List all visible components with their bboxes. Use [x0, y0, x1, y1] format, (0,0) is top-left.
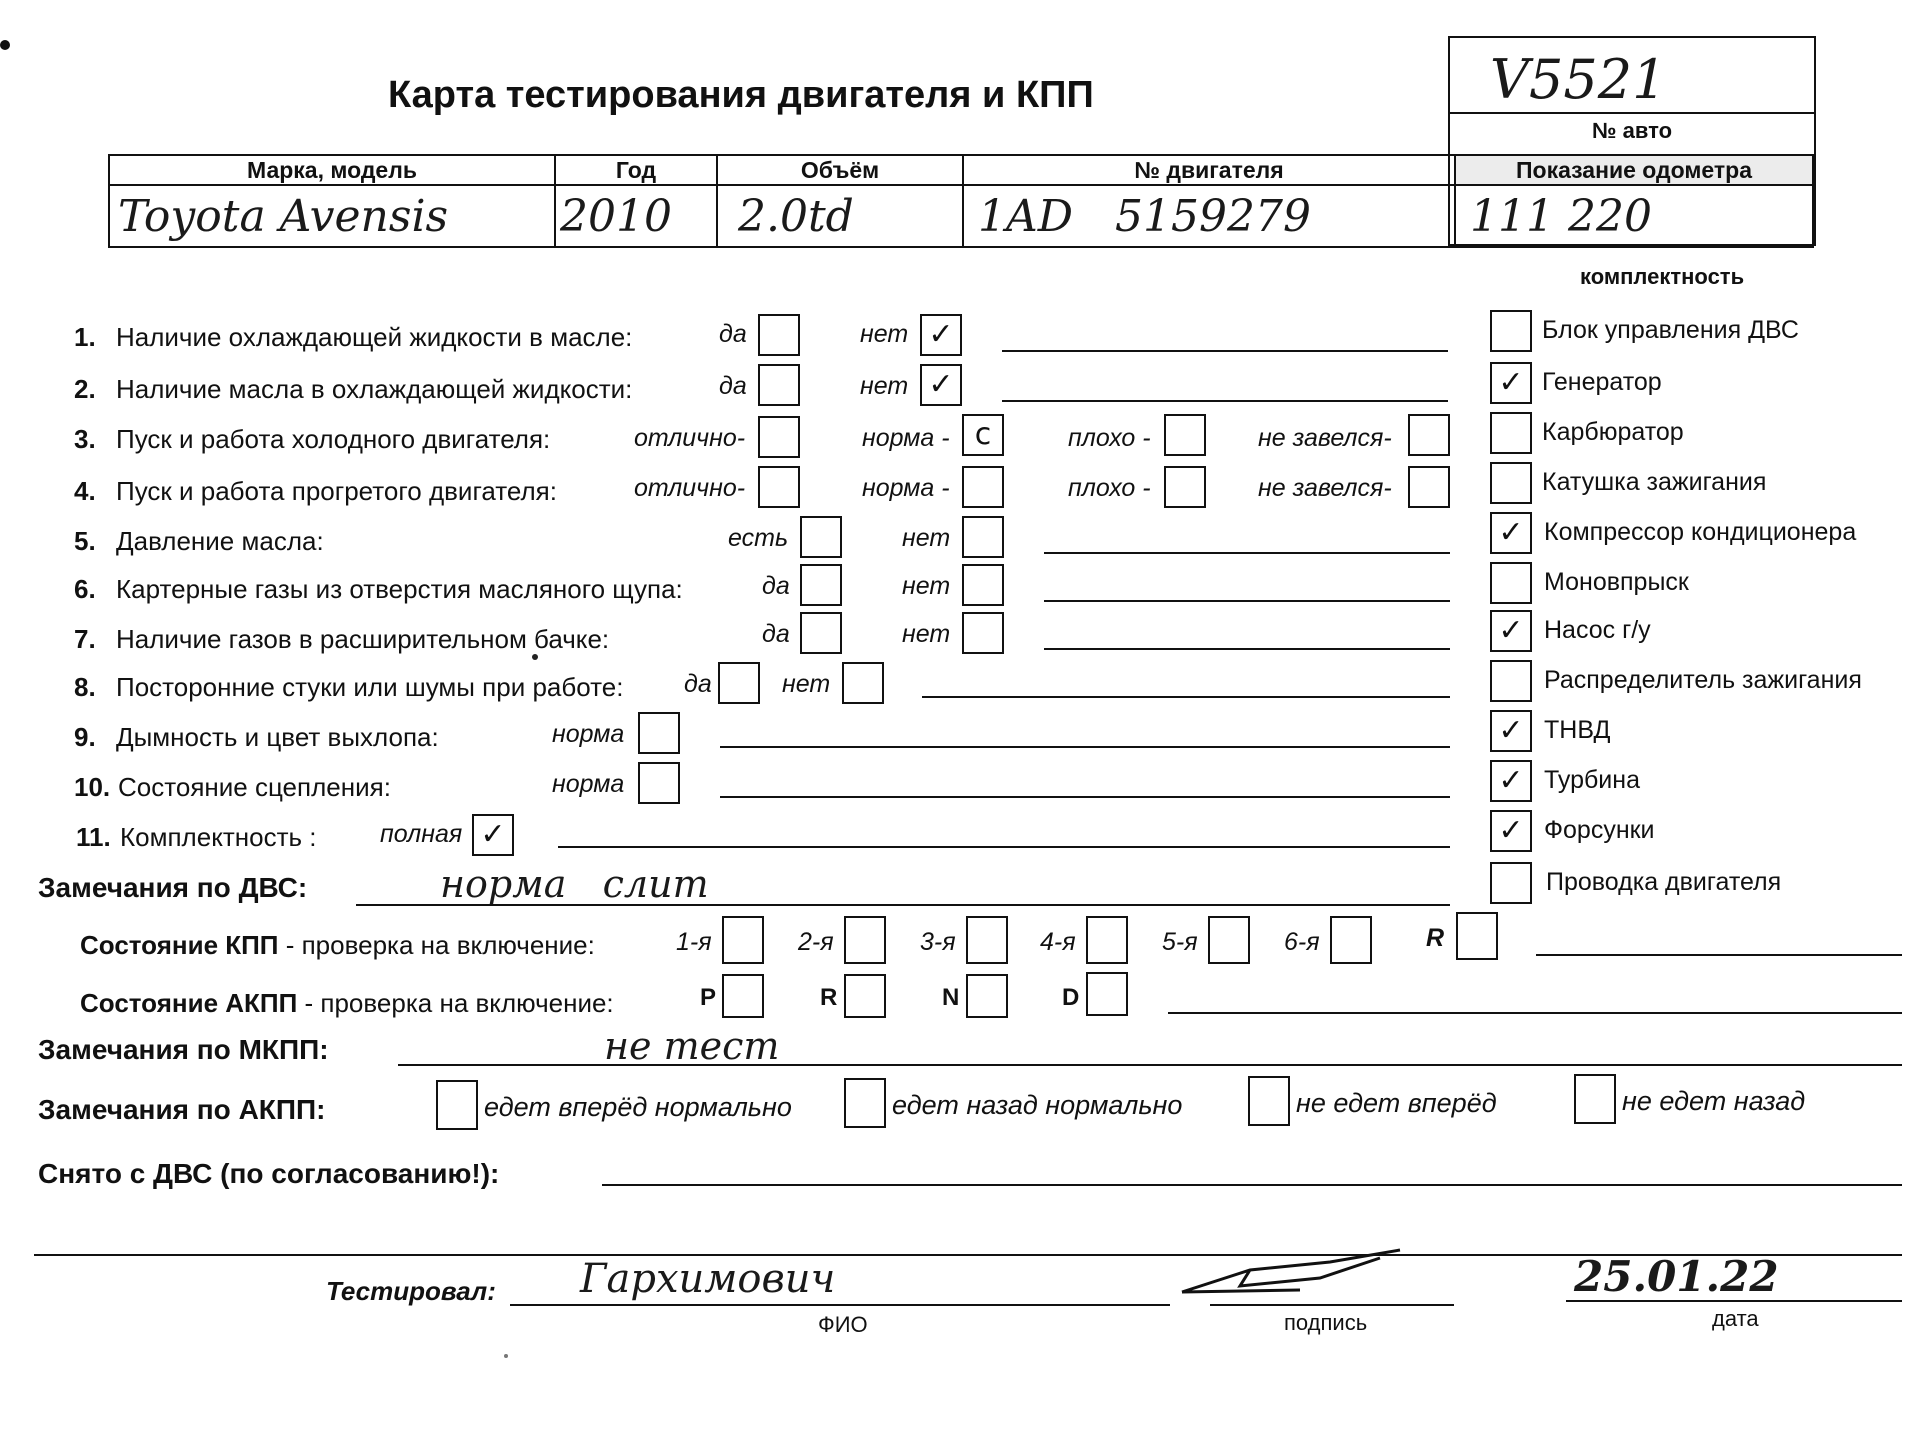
option-checkbox[interactable]: [1164, 466, 1206, 508]
akpp-option-checkbox[interactable]: [844, 1078, 886, 1128]
completeness-label: ТНВД: [1544, 716, 1611, 744]
completeness-label: Генератор: [1542, 368, 1662, 396]
header-col-label: Объём: [800, 156, 880, 183]
gear-checkbox[interactable]: [844, 974, 886, 1018]
gear-checkbox[interactable]: [1086, 972, 1128, 1016]
model-value: Toyota Avensis: [118, 190, 449, 242]
model-cell[interactable]: [109, 185, 555, 247]
completeness-label: Форсунки: [1544, 816, 1655, 844]
option-label: есть: [728, 524, 789, 552]
option-checkbox[interactable]: c: [962, 414, 1004, 456]
question-number: 1.: [74, 322, 96, 352]
tester-name: Гархимович: [580, 1256, 836, 1302]
scan-speck: [0, 40, 10, 50]
vehicle-header-table: [108, 154, 1814, 248]
kpp-label-rest: - проверка на включение:: [278, 930, 595, 960]
mkpp-remarks-value: не тест: [604, 1024, 780, 1068]
gear-label: 2-я: [798, 928, 834, 956]
option-checkbox[interactable]: [758, 364, 800, 406]
auto-number-divider: [1450, 112, 1814, 114]
option-label: нет: [782, 670, 831, 698]
date-label: дата: [1712, 1306, 1759, 1331]
option-label: да: [719, 320, 747, 348]
question-text: Посторонние стуки или шумы при работе:: [116, 672, 624, 702]
completeness-checkbox[interactable]: ✓: [1490, 512, 1532, 554]
completeness-checkbox[interactable]: ✓: [1490, 362, 1532, 404]
completeness-label: Компрессор кондиционера: [1544, 518, 1857, 546]
gear-label: 3-я: [920, 928, 956, 956]
akpp-option-checkbox[interactable]: [436, 1080, 478, 1130]
answer-line[interactable]: [1044, 552, 1450, 554]
akpp-label-bold: Состояние АКПП: [80, 988, 298, 1018]
option-checkbox[interactable]: [962, 466, 1004, 508]
volume-cell[interactable]: [717, 185, 963, 247]
option-checkbox[interactable]: [962, 564, 1004, 606]
header-col-engine-number: [963, 155, 1455, 185]
option-checkbox[interactable]: [758, 416, 800, 458]
auto-number-label: № авто: [1591, 118, 1673, 143]
engine-remarks-value: норма слит: [440, 862, 709, 906]
option-label: полная: [380, 820, 463, 848]
odometer-value: 111 220: [1470, 190, 1652, 242]
question-text: Пуск и работа прогретого двигателя:: [116, 476, 557, 506]
option-checkbox[interactable]: [638, 712, 680, 754]
option-checkbox[interactable]: [1408, 466, 1450, 508]
akpp-label-rest: - проверка на включение:: [297, 988, 614, 1018]
question-text: Картерные газы из отверстия масляного щупа:: [116, 574, 683, 604]
completeness-checkbox[interactable]: [1490, 660, 1532, 702]
gear-checkbox[interactable]: [966, 974, 1008, 1018]
answer-line[interactable]: [720, 796, 1450, 798]
option-label: норма -: [862, 424, 950, 452]
gear-checkbox[interactable]: [1456, 912, 1498, 960]
completeness-label: Катушка зажигания: [1542, 468, 1767, 496]
header-col-volume: [717, 155, 963, 185]
header-col-label: № двигателя: [1134, 156, 1284, 183]
completeness-label: Турбина: [1544, 766, 1640, 794]
engine-remarks-line[interactable]: [356, 904, 1450, 906]
completeness-title: комплектность: [1580, 264, 1745, 289]
header-col-odometer: [1455, 155, 1813, 185]
completeness-checkbox[interactable]: [1490, 862, 1532, 904]
engine-number-value: 1AD 5159279: [978, 190, 1311, 242]
engine-remarks-label: Замечания по ДВС:: [38, 872, 308, 903]
question-text: Комплектность :: [120, 822, 317, 852]
option-label: да: [762, 620, 790, 648]
engine-number-cell[interactable]: [963, 185, 1455, 247]
option-label: отлично-: [634, 424, 746, 452]
question-number: 10.: [74, 772, 111, 802]
completeness-label: Моновпрыск: [1544, 568, 1689, 596]
akpp-remarks-label: Замечания по АКПП:: [38, 1094, 326, 1125]
header-col-label: Год: [615, 156, 657, 183]
gear-label: R: [820, 984, 838, 1011]
akpp-option-checkbox[interactable]: [1248, 1076, 1290, 1126]
gear-checkbox[interactable]: [722, 974, 764, 1018]
option-label: нет: [902, 620, 951, 648]
removed-label: Снято с ДВС (по согласованию!):: [38, 1158, 500, 1189]
year-value: 2010: [560, 190, 672, 242]
option-label: норма -: [862, 474, 950, 502]
completeness-label: Проводка двигателя: [1546, 868, 1782, 896]
question-number: 11.: [76, 822, 111, 852]
completeness-label: Распределитель зажигания: [1544, 666, 1862, 694]
option-label: да: [762, 572, 790, 600]
answer-line[interactable]: [558, 846, 1450, 848]
answer-line[interactable]: [720, 746, 1450, 748]
option-checkbox[interactable]: [638, 762, 680, 804]
akpp-line[interactable]: [1168, 1012, 1902, 1014]
akpp-option-checkbox[interactable]: [1574, 1074, 1616, 1124]
odometer-cell[interactable]: [1455, 185, 1813, 247]
question-number: 6.: [74, 574, 96, 604]
header-col-year: [555, 155, 717, 185]
completeness-checkbox[interactable]: [1490, 562, 1532, 604]
akpp-label: [80, 988, 614, 1019]
gear-label: R: [1426, 924, 1445, 952]
completeness-checkbox[interactable]: ✓: [1490, 760, 1532, 802]
completeness-checkbox[interactable]: [1490, 462, 1532, 504]
completeness-checkbox[interactable]: ✓: [1490, 710, 1532, 752]
option-checkbox[interactable]: [758, 466, 800, 508]
option-checkbox[interactable]: [1408, 414, 1450, 456]
option-checkbox[interactable]: [758, 314, 800, 356]
completeness-checkbox[interactable]: [1490, 310, 1532, 352]
answer-line[interactable]: [1044, 648, 1450, 650]
question-text: Дымность и цвет выхлопа:: [116, 722, 439, 752]
akpp-option-label: не едет назад: [1622, 1086, 1806, 1116]
option-label: отлично-: [634, 474, 746, 502]
question-number: 9.: [74, 722, 96, 752]
option-label: нет: [902, 524, 951, 552]
kpp-label: [80, 930, 595, 961]
option-checkbox[interactable]: [718, 662, 760, 704]
signature-line[interactable]: [1210, 1304, 1454, 1306]
scan-speck: [532, 654, 538, 660]
date-value: 25.01.22: [1574, 1252, 1779, 1301]
header-col-label: Марка, модель: [247, 156, 417, 183]
scan-speck: [504, 1354, 508, 1358]
kpp-label-bold: Состояние КПП: [80, 930, 279, 960]
option-label: нет: [860, 320, 909, 348]
gear-checkbox[interactable]: [1208, 916, 1250, 964]
option-checkbox[interactable]: [962, 612, 1004, 654]
gear-checkbox[interactable]: [966, 916, 1008, 964]
question-number: 8.: [74, 672, 96, 702]
header-value-row: [109, 185, 1813, 247]
option-checkbox[interactable]: ✓: [920, 364, 962, 406]
kpp-line[interactable]: [1536, 954, 1902, 956]
volume-value: 2.0td: [738, 190, 854, 242]
option-label: норма: [552, 720, 625, 748]
option-checkbox[interactable]: [842, 662, 884, 704]
question-number: 4.: [74, 476, 96, 506]
gear-label: 4-я: [1040, 928, 1076, 956]
auto-number-value[interactable]: V5521: [1490, 48, 1667, 111]
option-checkbox[interactable]: [1164, 414, 1206, 456]
signature-scribble: [1180, 1246, 1420, 1306]
gear-label: 5-я: [1162, 928, 1198, 956]
completeness-label: Блок управления ДВС: [1542, 316, 1799, 344]
option-checkbox[interactable]: ✓: [920, 314, 962, 356]
removed-line[interactable]: [602, 1184, 1902, 1186]
option-label: не завелся-: [1258, 424, 1392, 452]
option-checkbox[interactable]: ✓: [472, 814, 514, 856]
year-cell[interactable]: [555, 185, 717, 247]
gear-label: 6-я: [1284, 928, 1320, 956]
mkpp-remarks-label: Замечания по МКПП:: [38, 1034, 329, 1065]
header-col-model: [109, 155, 555, 185]
gear-checkbox[interactable]: [1330, 916, 1372, 964]
mkpp-remarks-line[interactable]: [398, 1064, 1902, 1066]
question-text: Давление масла:: [116, 526, 324, 556]
completeness-label: Карбюратор: [1542, 418, 1684, 446]
akpp-option-label: едет назад нормально: [892, 1090, 1183, 1120]
option-label: да: [684, 670, 712, 698]
tested-label: Тестировал:: [326, 1276, 496, 1306]
completeness-checkbox[interactable]: ✓: [1490, 610, 1532, 652]
option-label: плохо -: [1068, 474, 1151, 502]
date-line[interactable]: [1566, 1300, 1902, 1302]
option-label: да: [719, 372, 747, 400]
gear-checkbox[interactable]: [722, 916, 764, 964]
signature-scribble-icon: [1180, 1246, 1420, 1306]
answer-line[interactable]: [922, 696, 1450, 698]
akpp-option-label: не едет вперёд: [1296, 1088, 1497, 1118]
option-checkbox[interactable]: [800, 612, 842, 654]
question-number: 3.: [74, 424, 96, 454]
signature-label: подпись: [1284, 1310, 1368, 1335]
question-text: Состояние сцепления:: [118, 772, 391, 802]
completeness-checkbox[interactable]: [1490, 412, 1532, 454]
option-checkbox[interactable]: [800, 564, 842, 606]
gear-label: P: [700, 984, 717, 1011]
header-col-label: Показание одометра: [1516, 156, 1752, 183]
header-label-row: [109, 155, 1813, 185]
question-text: Наличие охлаждающей жидкости в масле:: [116, 322, 633, 352]
completeness-label: Насос г/у: [1544, 616, 1651, 644]
option-label: норма: [552, 770, 625, 798]
gear-checkbox[interactable]: [1086, 916, 1128, 964]
option-label: не завелся-: [1258, 474, 1392, 502]
page-title: Карта тестирования двигателя и КПП: [388, 74, 1094, 116]
akpp-option-label: едет вперёд нормально: [484, 1092, 792, 1122]
question-text: Наличие масла в охлаждающей жидкости:: [116, 374, 633, 404]
option-label: плохо -: [1068, 424, 1151, 452]
answer-line[interactable]: [1044, 600, 1450, 602]
gear-label: D: [1062, 984, 1080, 1011]
answer-line[interactable]: [1002, 350, 1448, 352]
question-text: Пуск и работа холодного двигателя:: [116, 424, 551, 454]
gear-label: N: [942, 984, 960, 1011]
gear-label: 1-я: [676, 928, 712, 956]
question-text: Наличие газов в расширительном бачке:: [116, 624, 610, 654]
option-label: нет: [902, 572, 951, 600]
question-number: 2.: [74, 374, 96, 404]
option-checkbox[interactable]: [800, 516, 842, 558]
fio-line[interactable]: [510, 1304, 1170, 1306]
fio-label: ФИО: [818, 1312, 868, 1337]
question-number: 7.: [74, 624, 96, 654]
question-number: 5.: [74, 526, 96, 556]
option-label: нет: [860, 372, 909, 400]
answer-line[interactable]: [1002, 400, 1448, 402]
completeness-checkbox[interactable]: ✓: [1490, 810, 1532, 852]
gear-checkbox[interactable]: [844, 916, 886, 964]
option-checkbox[interactable]: [962, 516, 1004, 558]
